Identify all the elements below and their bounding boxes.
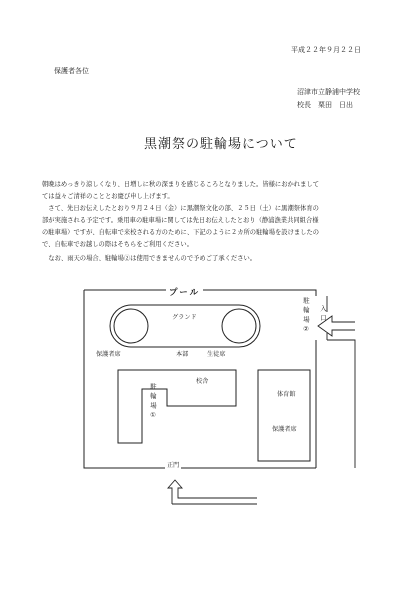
body-line: 朝晩はめっきり涼しくなり、日増しに秋の深まりを感じるころとなりました。皆様におかれまして xyxy=(42,181,319,188)
body-line: さて、先日お伝えしたとおり９月２４日（金）に黒潮祭文化の部、２５日（土）に黒潮祭体育の xyxy=(42,205,319,212)
parking1-label: 駐輪場① xyxy=(149,383,157,423)
main-gate-label: 正門 xyxy=(167,462,180,469)
main-gate-arrow xyxy=(168,480,257,504)
document-title: 黒潮祭の駐輪場について xyxy=(144,137,298,152)
sender-name: 校長 栗田 日出 xyxy=(297,101,353,109)
body-line: ては益々ご清祥のこととお慶び申し上げます。 xyxy=(42,193,174,200)
school-building-label: 校舎 xyxy=(196,378,209,385)
sender-org: 沼津市立静浦中学校 xyxy=(297,88,360,96)
body-line: の駐車場）ですが、自転車で来校される方のために、下記のように２カ所の駐輪場を設けましたの xyxy=(42,229,320,236)
ground-label: グランド xyxy=(172,314,197,321)
track xyxy=(110,305,260,347)
parking2-label: 駐輪場② xyxy=(302,297,310,337)
body-line: 部が実施される予定です。乗用車の駐車場に関しては先日お伝えしたとおり（静浦漁業共同組合様 xyxy=(42,217,319,224)
pool-label: プール xyxy=(166,286,203,298)
student-seats-label: 生徒席 xyxy=(207,351,226,358)
track-right-circle xyxy=(222,309,256,343)
school-building xyxy=(118,370,236,443)
gym-guardian-seats-label: 保護者席 xyxy=(272,426,297,433)
track-left-circle xyxy=(114,309,148,343)
entrance-label: 入口 xyxy=(319,305,327,324)
guardian-seats-left-label: 保護者席 xyxy=(96,351,121,358)
headquarters-label: 本部 xyxy=(176,351,189,358)
date: 平成２２年９月２２日 xyxy=(291,46,361,54)
body-line: で、自転車でお越しの際はそちらをご利用ください。 xyxy=(42,241,193,248)
gymnasium xyxy=(258,370,310,461)
gymnasium-label: 体育館 xyxy=(277,391,296,398)
body-line: なお、雨天の場合、駐輪場②は使用できませんので予めご了承ください。 xyxy=(42,255,257,262)
recipient: 保護者各位 xyxy=(54,67,89,75)
